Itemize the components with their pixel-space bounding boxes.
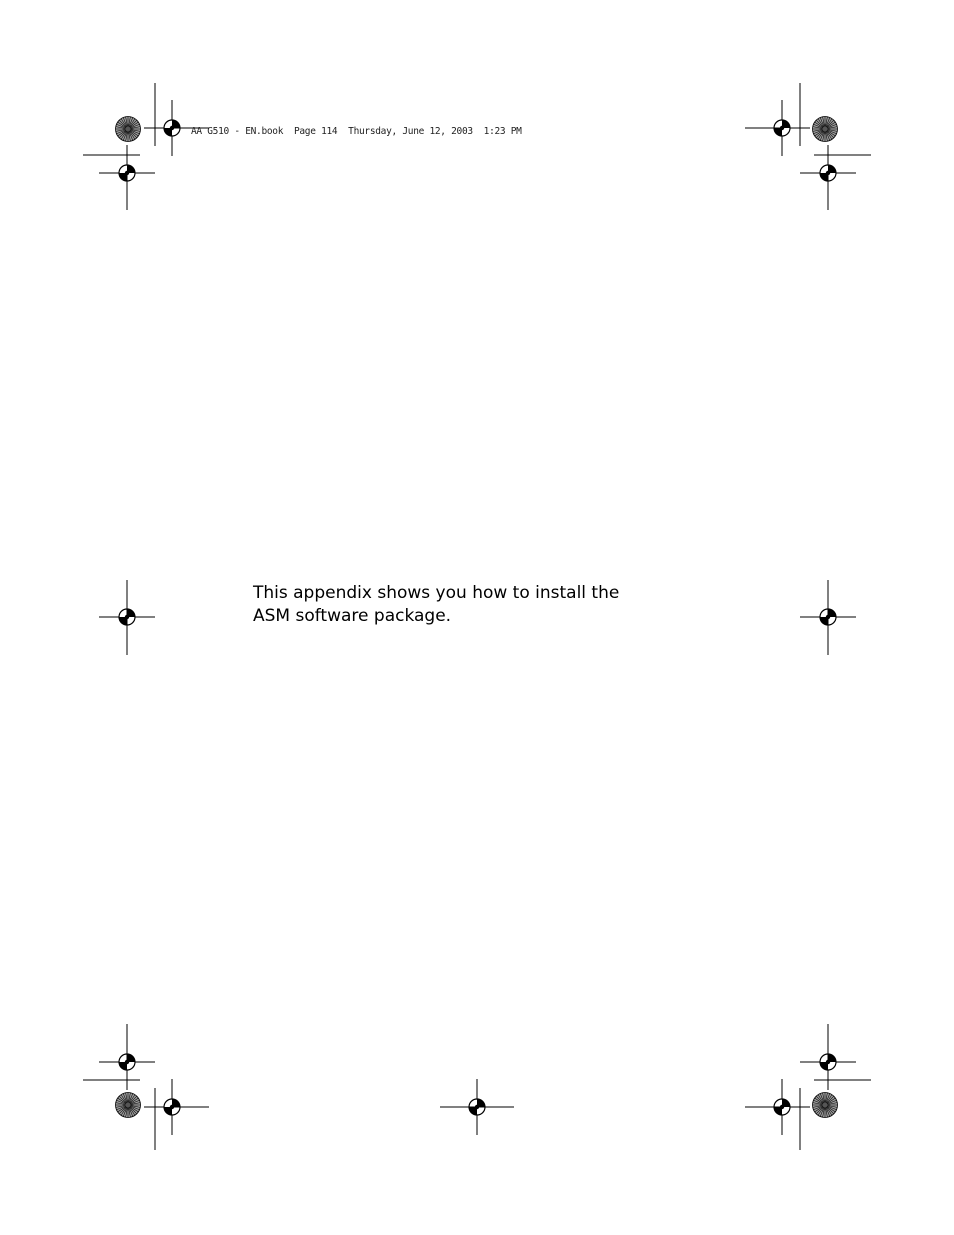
intro-line: This appendix shows you how to install the [253,583,620,603]
star-target-bottom-right [813,1093,838,1118]
book-slug-line: AA G510 - EN.book Page 114 Thursday, June 12, 2003 1:23 PM [191,126,522,137]
star-target-top-left [116,117,141,142]
intro-line: ASM software package. [253,605,452,626]
star-target-top-right [813,117,838,142]
appendix-intro [253,582,683,627]
star-target-bottom-left [116,1093,141,1118]
